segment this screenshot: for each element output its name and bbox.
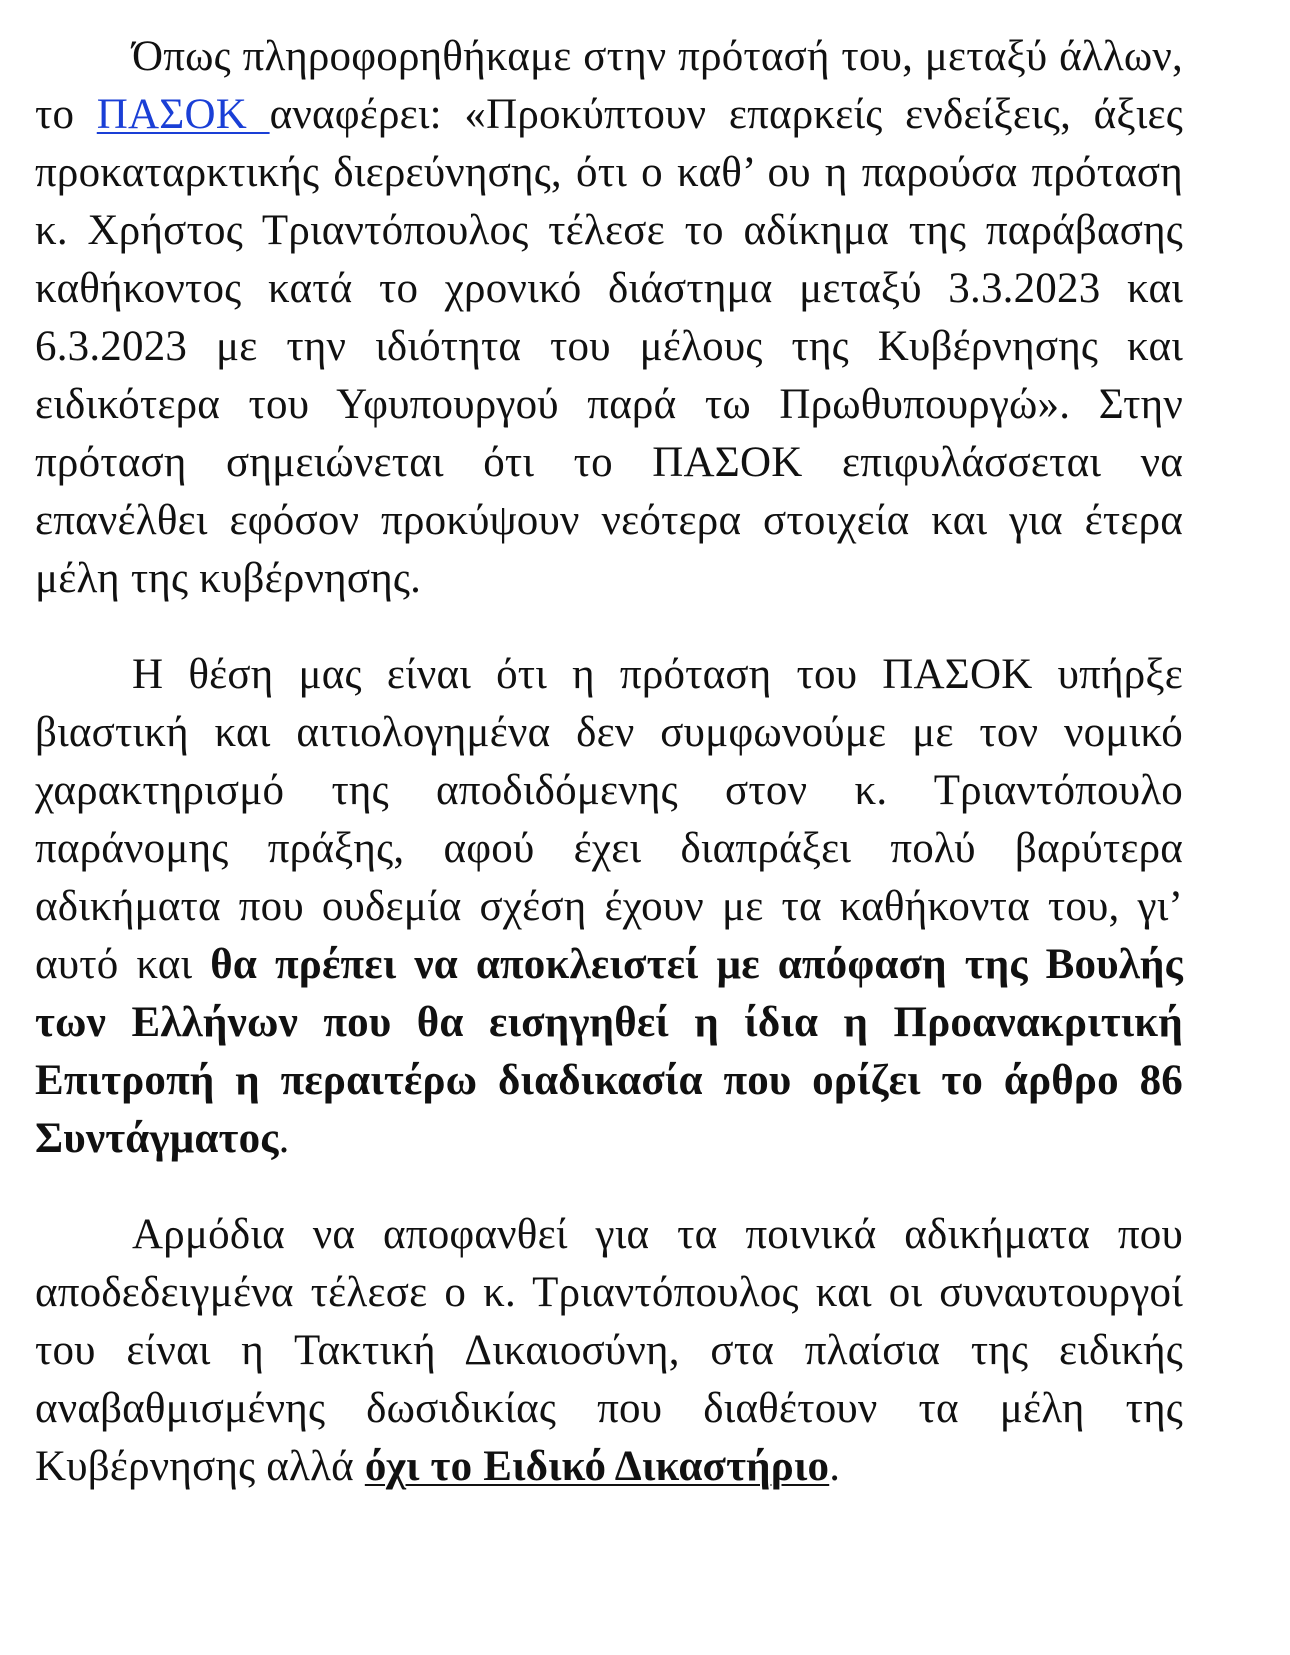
paragraph-2 xyxy=(35,646,1183,1168)
paragraph-3-period: . xyxy=(829,1443,841,1490)
paragraph-3-text: Αρμόδια να αποφανθεί για τα ποινικά αδικήματα που αποδεδειγμένα τέλεσε ο κ. Τριαντόπουλος και οι συναυτουργοί του είναι η Τακτική Δικαιοσύνη, στα πλαίσια της ειδικής αναβαθμισμένης δωσιδικίας που διαθέτουν τα μέλη της Κυβέρνησης αλλά xyxy=(35,1211,1183,1490)
paragraph-3 xyxy=(35,1206,1183,1496)
paragraph-2-text: Η θέση μας είναι ότι η πρόταση του ΠΑΣΟΚ υπήρξε βιαστική και αιτιολογημένα δεν συμφωνούμε με τον νομικό χαρακτηρισμό της αποδιδόμενης στον κ. Τριαντόπουλο παράνομης πράξης, αφού έχει διαπράξει πολύ βαρύτερα αδικήματα που ουδεμία σχέση έχουν με τα καθήκοντα του, γι’ αυτό και xyxy=(35,651,1183,988)
paragraph-3-bold-underlined-text: όχι το Ειδικό Δικαστήριο xyxy=(364,1443,830,1490)
pasok-link[interactable]: ΠΑΣΟΚ xyxy=(96,91,270,138)
document-body xyxy=(35,28,1183,1534)
paragraph-1 xyxy=(35,28,1183,608)
paragraph-2-period: . xyxy=(278,1115,290,1162)
paragraph-1-text-end: αναφέρει: «Προκύπτουν επαρκείς ενδείξεις, άξιες προκαταρκτικής διερεύνησης, ότι ο καθ’ ου η παρούσα πρόταση κ. Χρήστος Τριαντόπουλος τέλεσε το αδίκημα της παράβασης καθήκοντος κατά το χρονικό διάστημα μεταξύ 3.3.2023 και 6.3.2023 με την ιδιότητα του μέλους της Κυβέρνησης και ειδικότερα του Υφυπουργού παρά τω Πρωθυπουργώ». Στην πρόταση σημειώνεται ότι το ΠΑΣΟΚ επιφυλάσσεται να επανέλθει εφόσον προκύψουν νεότερα στοιχεία και για έτερα μέλη της κυβέρνησης. xyxy=(35,91,1183,602)
paragraph-1-text-start: Όπως πληροφορηθήκαμε στην πρότασή του, μεταξύ άλλων, το xyxy=(35,33,1183,138)
paragraph-2-bold-text: θα πρέπει να αποκλειστεί με απόφαση της Βουλής των Ελλήνων που θα εισηγηθεί η ίδια η Προανακριτική Επιτροπή η περαιτέρω διαδικασία που ορίζει το άρθρο 86 Συντάγματος xyxy=(35,941,1183,1162)
